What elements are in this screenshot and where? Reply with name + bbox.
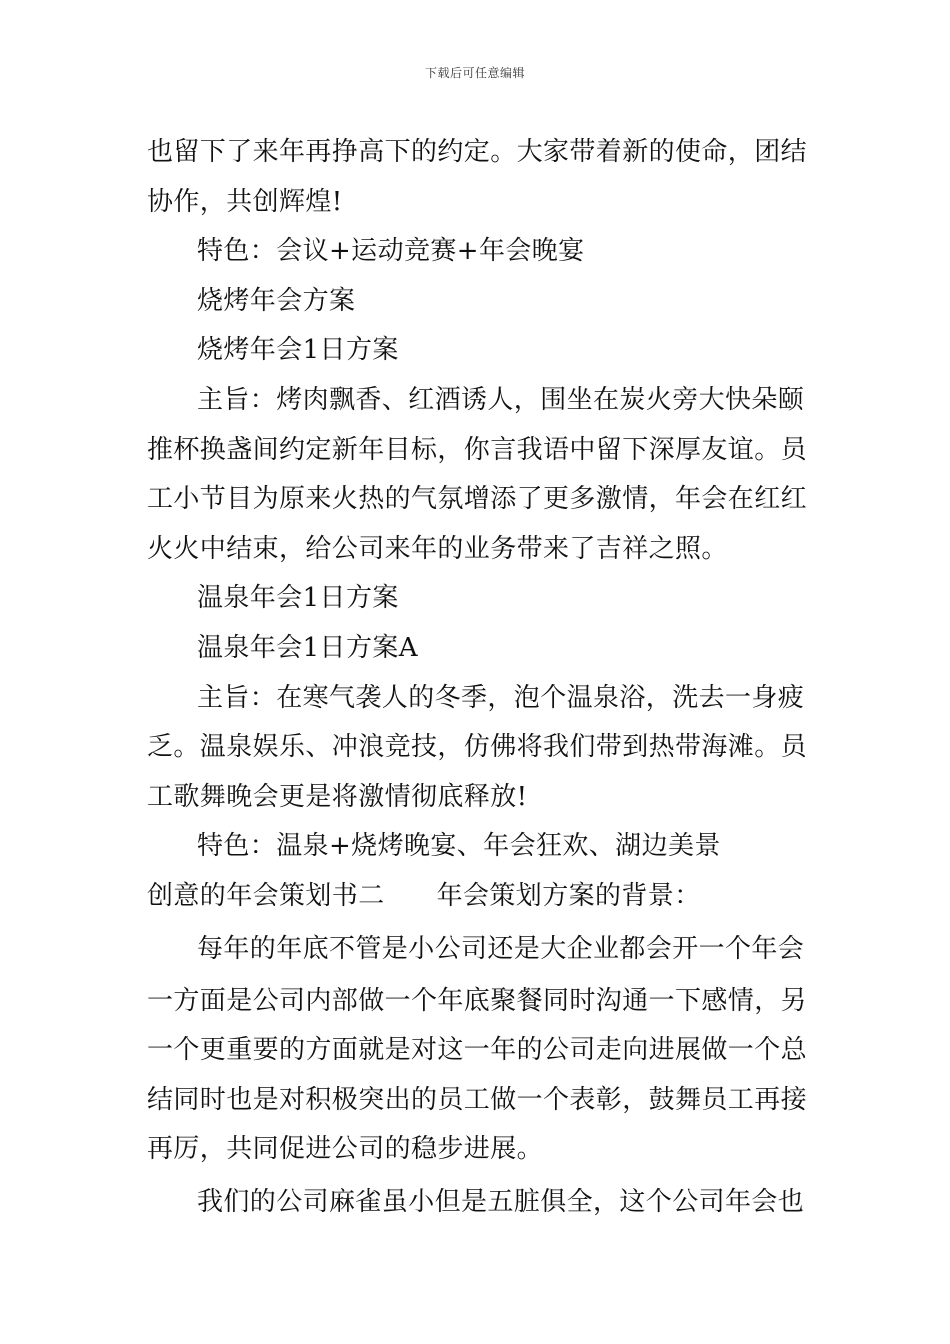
- paragraph-line: 每年的年底不管是小公司还是大企业都会开一个年会: [197, 933, 805, 964]
- heading-line: 烧烤年会1日方案: [197, 335, 399, 366]
- document-body: [147, 128, 809, 1230]
- paragraph-line: 工歌舞晚会更是将激情彻底释放!: [147, 781, 528, 812]
- paragraph-line: 一个更重要的方面就是对这一年的公司走向进展做一个总: [147, 1035, 808, 1066]
- paragraph-line: 再厉，共同促进公司的稳步进展。: [147, 1134, 544, 1165]
- paragraph-line: 工小节目为原来火热的气氛增添了更多激情，年会在红红: [147, 484, 808, 515]
- feature-line: 特色：会议+运动竞赛+年会晚宴: [197, 236, 585, 267]
- page-header-note: 下载后可任意编辑: [424, 66, 525, 80]
- section-subtitle: 年会策划方案的背景：: [436, 880, 701, 911]
- paragraph-line: 一方面是公司内部做一个年底聚餐同时沟通一下感情，另: [147, 985, 808, 1016]
- paragraph-line: 火火中结束，给公司来年的业务带来了吉祥之照。: [147, 533, 728, 564]
- section-title: 创意的年会策划书二: [147, 880, 385, 911]
- paragraph-line: 协作，共创辉煌!: [147, 186, 343, 217]
- feature-line: 特色：温泉+烧烤晚宴、年会狂欢、湖边美景: [197, 831, 721, 862]
- paragraph-line: 我们的公司麻雀虽小但是五脏俱全，这个公司年会也: [197, 1186, 805, 1217]
- paragraph-line: 主旨：在寒气袭人的冬季，泡个温泉浴，洗去一身疲: [197, 682, 805, 713]
- paragraph-line: 结同时也是对积极突出的员工做一个表彰，鼓舞员工再接: [147, 1084, 808, 1115]
- paragraph-line: 推杯换盏间约定新年目标，你言我语中留下深厚友谊。员: [147, 434, 808, 465]
- section-heading: [147, 872, 809, 922]
- paragraph-line: 也留下了来年再挣高下的约定。大家带着新的使命，团结: [147, 137, 808, 167]
- heading-line: 温泉年会1日方案A: [197, 632, 418, 663]
- heading-line: 烧烤年会方案: [197, 285, 356, 316]
- heading-line: 温泉年会1日方案: [197, 583, 399, 614]
- paragraph-line: 主旨：烤肉飘香、红酒诱人，围坐在炭火旁大快朵颐: [197, 384, 805, 415]
- paragraph-line: 乏。温泉娱乐、冲浪竞技，仿佛将我们带到热带海滩。员: [147, 732, 808, 763]
